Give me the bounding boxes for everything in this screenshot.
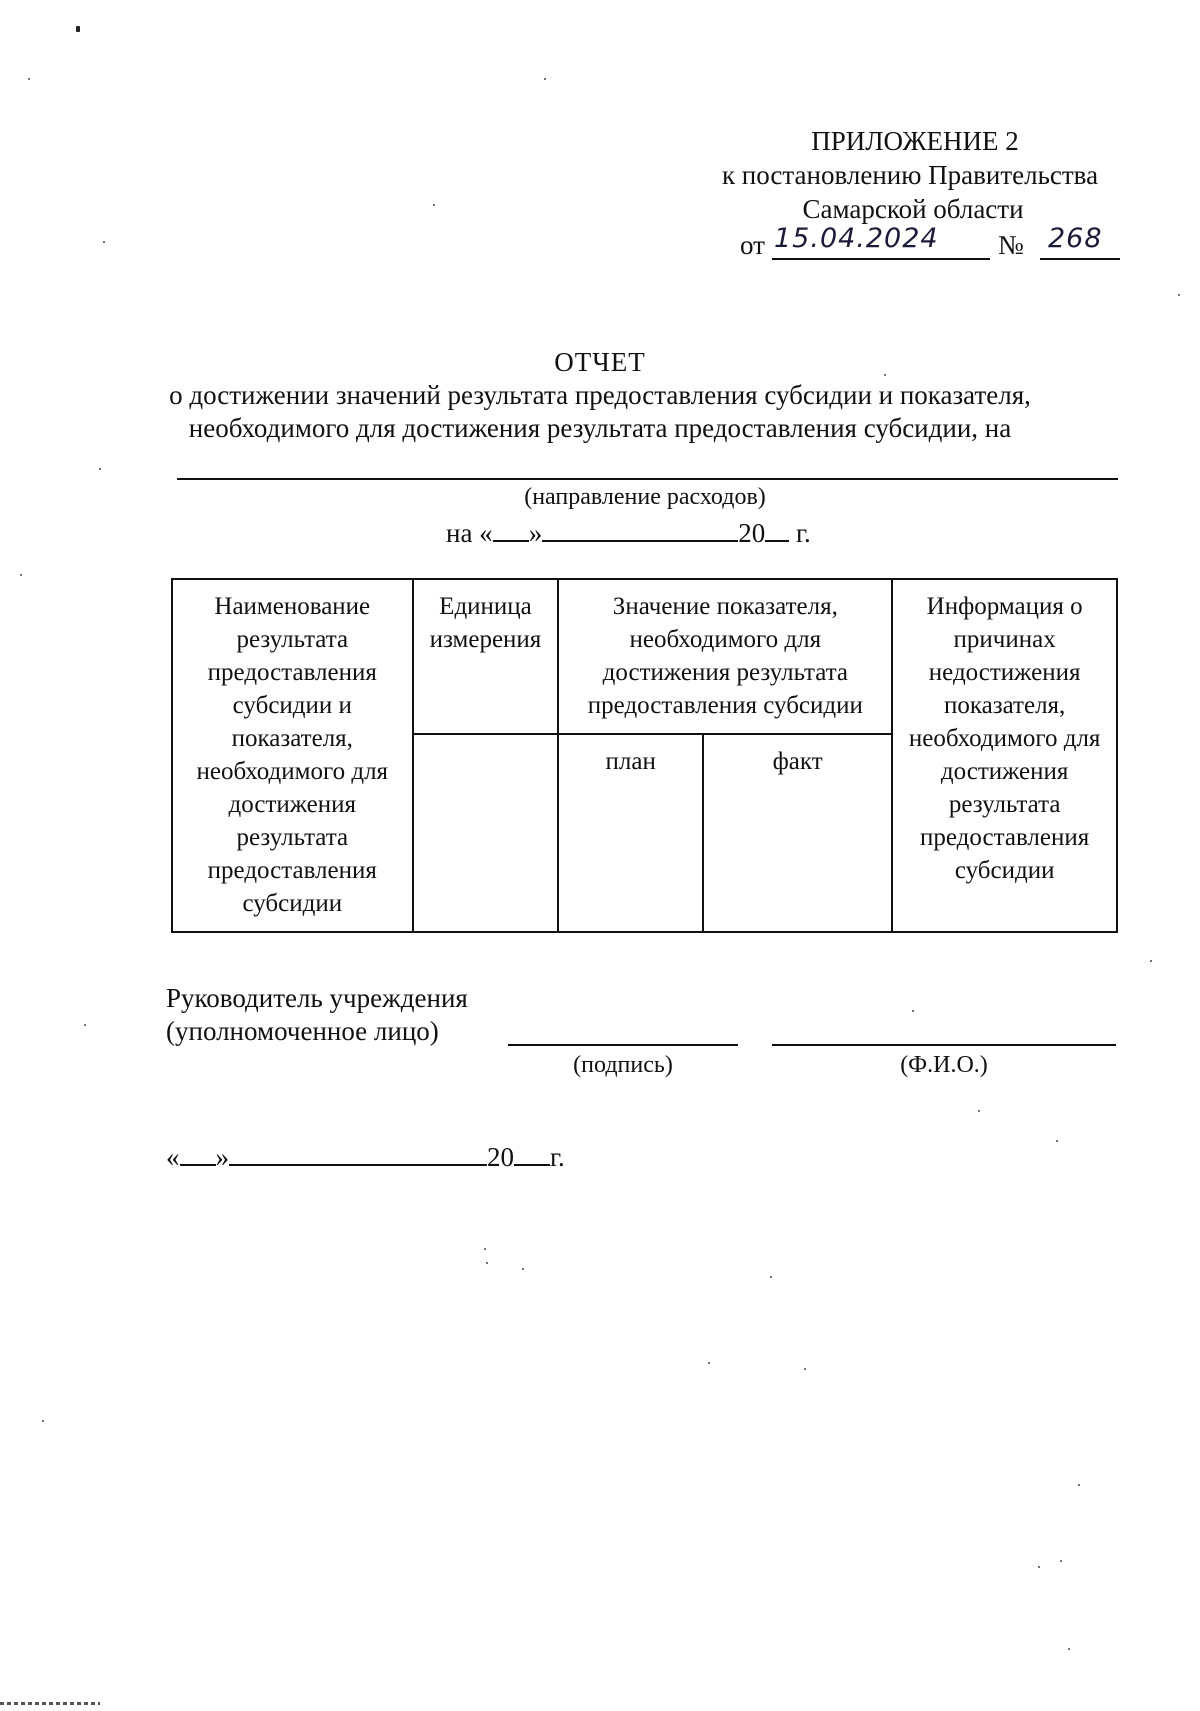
report-date-prefix: на « [446, 518, 493, 548]
signature-date-open: « [166, 1142, 180, 1172]
report-title-block [140, 346, 1060, 445]
signature-day-blank [180, 1138, 216, 1166]
scan-speck [1038, 1566, 1040, 1568]
handwritten-date: 15.04.2024 [774, 223, 939, 254]
scan-speck [1068, 1648, 1070, 1650]
appendix-resolution-line: к постановлению Правительства [721, 160, 1099, 190]
scan-speck [1056, 1140, 1058, 1142]
appendix-header [700, 124, 1120, 264]
number-underline [1040, 223, 1120, 260]
scan-speck [28, 78, 30, 80]
report-day-blank [493, 514, 529, 542]
report-subtitle-line-1: о достижении значений результата предоставления субсидии и показателя, [169, 380, 1031, 410]
appendix-title: ПРИЛОЖЕНИЕ 2 [811, 126, 1019, 156]
scan-speck [770, 1276, 772, 1278]
signature-date-year: 20 [487, 1142, 514, 1172]
expense-direction-line [177, 478, 1118, 480]
scan-speck [76, 26, 80, 32]
date-underline [772, 223, 990, 260]
unit-empty-cell [413, 734, 559, 932]
full-name-line [772, 1044, 1116, 1046]
scan-speck [1178, 294, 1180, 296]
scan-speck [103, 241, 105, 243]
appendix-date-number-line [700, 223, 1120, 264]
header-unit: Единица измерения [413, 579, 559, 734]
header-plan: план [558, 734, 703, 932]
scan-speck [544, 78, 546, 80]
signature-label-authorized: (уполномоченное лицо) [166, 1016, 439, 1046]
handwritten-number: 268 [1048, 223, 1103, 254]
appendix-region-line: Самарской области [802, 194, 1024, 224]
header-result-name: Наименование результата предоставления субсидии и показателя, необходимого для достижения результата предоставления субсидии [172, 579, 413, 932]
scan-speck [42, 1420, 44, 1422]
header-fact: факт [703, 734, 892, 932]
report-date-suffix: г. [795, 518, 811, 548]
scan-speck [1078, 1484, 1080, 1486]
scan-speck [99, 468, 101, 470]
signature-line [508, 1044, 738, 1046]
scan-speck [1150, 960, 1152, 962]
scan-speck [84, 1024, 86, 1026]
scan-speck [484, 1248, 486, 1250]
header-reasons-info: Информация о причинах недостижения показателя, необходимого для достижения результата предоставления субсидии [892, 579, 1117, 932]
scan-speck [912, 1010, 914, 1012]
signature-date-line [166, 1138, 565, 1173]
scan-speck [522, 1268, 524, 1270]
scan-speck [978, 1110, 980, 1112]
full-name-caption: (Ф.И.О.) [900, 1052, 988, 1078]
report-date-line [446, 514, 811, 549]
report-subtitle-line-2: необходимого для достижения результата предоставления субсидии, на [188, 413, 1012, 443]
scan-edge-mark [0, 1702, 100, 1705]
signature-caption: (подпись) [573, 1052, 673, 1078]
signature-date-suffix: г. [550, 1142, 565, 1172]
report-year-blank [765, 514, 789, 542]
date-prefix: от [740, 230, 765, 260]
report-date-year: 20 [738, 518, 766, 548]
header-indicator-value: Значение показателя, необходимого для достижения результата предоставления субсидии [558, 579, 892, 734]
scan-speck [708, 1362, 710, 1364]
scan-speck [804, 1368, 806, 1370]
scan-speck [433, 204, 435, 206]
signature-year-blank [514, 1138, 550, 1166]
expense-direction-caption: (направление расходов) [524, 484, 766, 510]
scan-speck [486, 1262, 488, 1264]
table-header-row [172, 579, 1117, 734]
number-sign: № [998, 230, 1024, 260]
scan-speck [20, 574, 22, 576]
signature-labels [166, 982, 468, 1048]
scan-speck [1060, 1560, 1062, 1562]
signature-month-blank [229, 1138, 487, 1166]
report-table [171, 578, 1118, 933]
report-date-mid: » [528, 518, 543, 548]
scan-speck [884, 374, 886, 376]
signature-label-head: Руководитель учреждения [166, 983, 468, 1013]
report-title: ОТЧЕТ [554, 347, 646, 377]
signature-date-mid: » [215, 1142, 229, 1172]
report-month-blank [542, 514, 738, 542]
